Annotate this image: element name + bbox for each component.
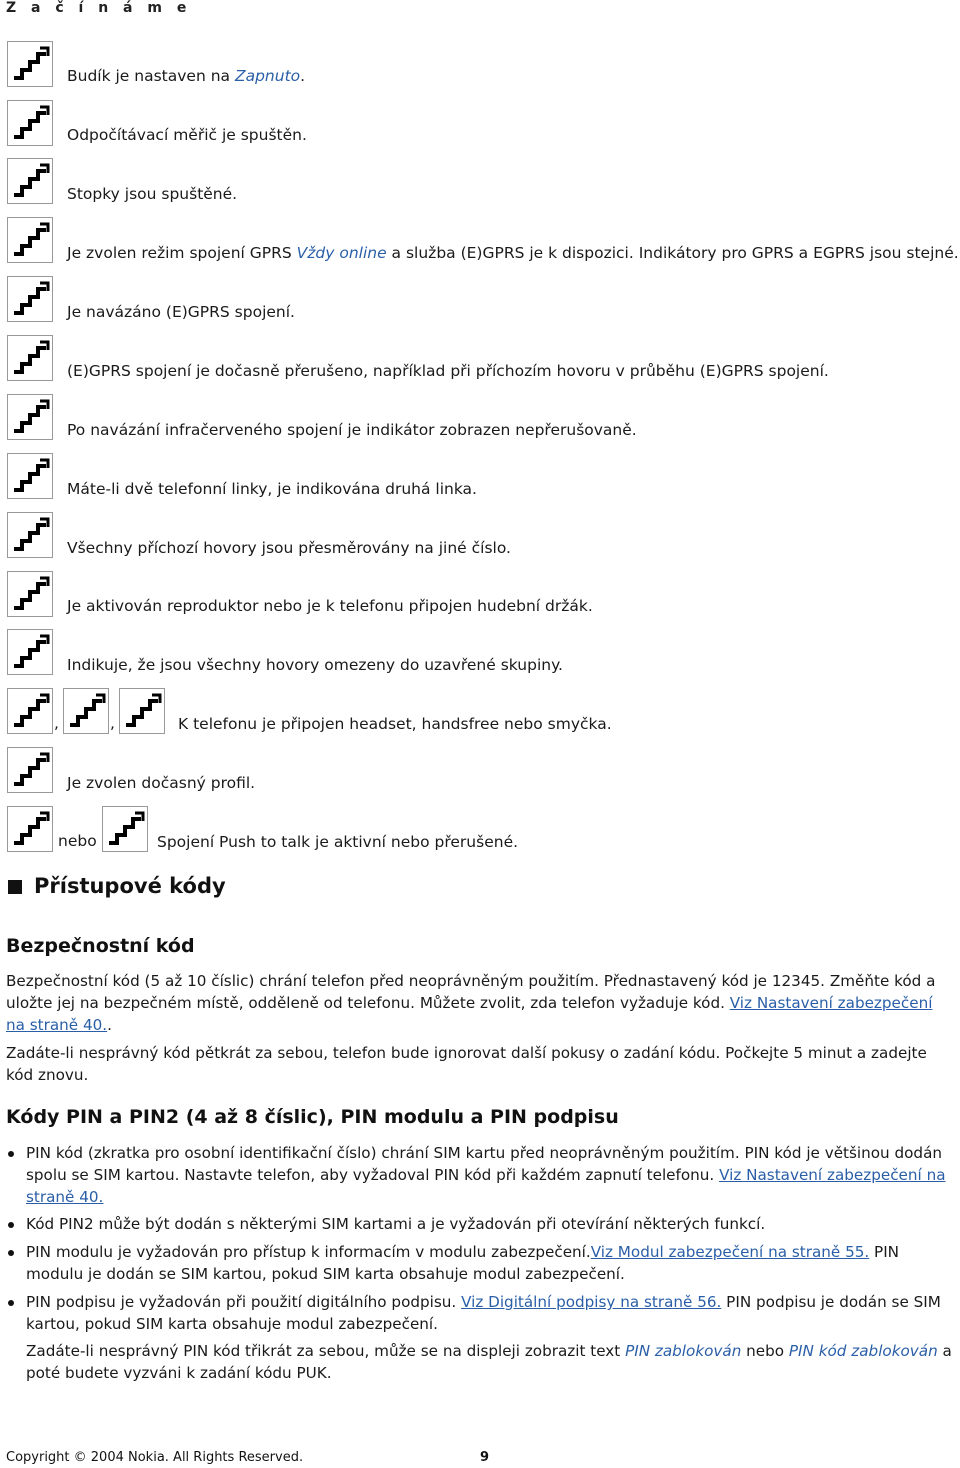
indicator-text-stopwatch: Stopky jsou spuštěné. [67,185,238,203]
bullet-dot [8,1300,14,1306]
loudspeaker-icon [7,571,53,617]
gprs-connected-icon [7,276,53,322]
timed-profile-icon [7,747,53,793]
indicator-text-infrared: Po navázání infračerveného spojení je indikátor zobrazen nepřerušovaně. [67,421,637,439]
list-item-module-pin: PIN modulu je vyžadován pro přístup k informacím v modulu zabezpečení.Viz Modul zabezpečení na straně 55. PIN modulu je dodán se SIM kartou, pokud SIM karta obsahuje modul zabezpečení. [6,1241,956,1285]
indicator-text-gprs-online: Je zvolen režim spojení GPRS Vždy online a služba (E)GPRS je k dispozici. Indikátory pro GPRS a EGPRS jsou stejné. [67,244,959,262]
pin-blocked-paragraph: Zadáte-li nesprávný PIN kód třikrát za sebou, může se na displeji zobrazit text PIN zablokován nebo PIN kód zablokován a poté budete vyzváni k zadání kódu PUK. [26,1342,952,1382]
footer-copyright: Copyright © 2004 Nokia. All Rights Reserved. [6,1450,304,1465]
indicator-text-headset: K telefonu je připojen headset, handsfree nebo smyčka. [178,715,612,733]
bullet-dot [8,1151,14,1157]
link-digital-signatures[interactable]: Viz Digitální podpisy na straně 56. [461,1293,722,1311]
indicator-text-second-line: Máte-li dvě telefonní linky, je indikována druhá linka. [67,480,477,498]
countdown-timer-icon [7,100,53,146]
call-divert-icon [7,512,53,558]
link-security-module[interactable]: Viz Modul zabezpečení na straně 55. [590,1243,870,1261]
second-line-icon [7,453,53,499]
ptt-suspended-icon [102,806,148,852]
section-header: Z a č í n á m e [6,0,192,16]
indicator-text-loudspeaker: Je aktivován reproduktor nebo je k telefonu připojen hudební držák. [67,597,593,615]
list-item-signing-pin: PIN podpisu je vyžadován při použití digitálního podpisu. Viz Digitální podpisy na straně 56. PIN podpisu je dodán se SIM kartou, pokud SIM karta obsahuje modul zabezpečení. [6,1291,956,1335]
link-security-settings[interactable]: Viz Nastavení zabezpečení na straně 40. [6,994,933,1034]
indicator-text-gprs-connected: Je navázáno (E)GPRS spojení. [67,303,295,321]
icon-separator: , [54,714,59,732]
indicator-text-timer: Odpočítávací měřič je spuštěn. [67,126,307,144]
stopwatch-icon [7,158,53,204]
list-item-pin: PIN kód (zkratka pro osobní identifikační číslo) chrání SIM kartu před neoprávněným použitím. PIN kód je většinou dodán spolu se SIM kartou. Nastavte telefon, aby vyžadoval PIN kód při každém zapnutí telefonu. Viz Nastavení zabezpečení na straně 40. [6,1142,956,1208]
gprs-suspended-icon [7,335,53,381]
indicator-text-ptt: Spojení Push to talk je aktivní nebo přerušené. [157,833,519,851]
security-code-paragraph-2: Zadáte-li nesprávný kód pětkrát za sebou, telefon bude ignorovat další pokusy o zadání kódu. Počkejte 5 minut a zadejte kód znovu. [6,1044,927,1084]
link-security-settings-2[interactable]: Viz Nastavení zabezpečení na straně 40. [26,1166,946,1206]
icon-separator: , [110,714,115,732]
icon-separator-nebo: nebo [58,832,97,850]
infrared-icon [7,394,53,440]
pin-codes-heading: Kódy PIN a PIN2 (4 až 8 číslic), PIN modulu a PIN podpisu [6,1106,619,1128]
list-item-pin2: Kód PIN2 může být dodán s některými SIM kartami a je vyžadován při otevírání některých funkcí. [6,1213,956,1235]
bullet-dot [8,1250,14,1256]
page-number: 9 [480,1450,490,1465]
indicator-text-alarm: Budík je nastaven na Zapnuto. [67,67,306,85]
ptt-active-icon [7,806,53,852]
indicator-text-gprs-suspended: (E)GPRS spojení je dočasně přerušeno, například při příchozím hovoru v průběhu (E)GPRS spojení. [67,362,829,380]
indicator-text-timed-profile: Je zvolen dočasný profil. [67,774,256,792]
security-code-paragraph-1: Bezpečnostní kód (5 až 10 číslic) chrání telefon před neoprávněným použitím. Přednastavený kód je 12345. Změňte kód a uložte jej na bezpečném místě, odděleně od telefonu. Můžete zvolit, zda telefon vyžaduje kód. Viz Nastavení zabezpečení na straně 40.. [6,972,936,1034]
loopset-icon [119,688,165,734]
section-title: Přístupové kódy [34,874,226,898]
bullet-dot [8,1222,14,1228]
closed-user-group-icon [7,629,53,675]
gprs-always-online-icon [7,217,53,263]
indicator-text-divert: Všechny příchozí hovory jsou přesměrovány na jiné číslo. [67,539,511,557]
indicator-text-user-group: Indikuje, že jsou všechny hovory omezeny do uzavřené skupiny. [67,656,563,674]
section-bullet-square [8,880,22,894]
handsfree-icon [63,688,109,734]
alarm-clock-icon [7,41,53,87]
headset-icon [7,688,53,734]
security-code-heading: Bezpečnostní kód [6,935,195,957]
